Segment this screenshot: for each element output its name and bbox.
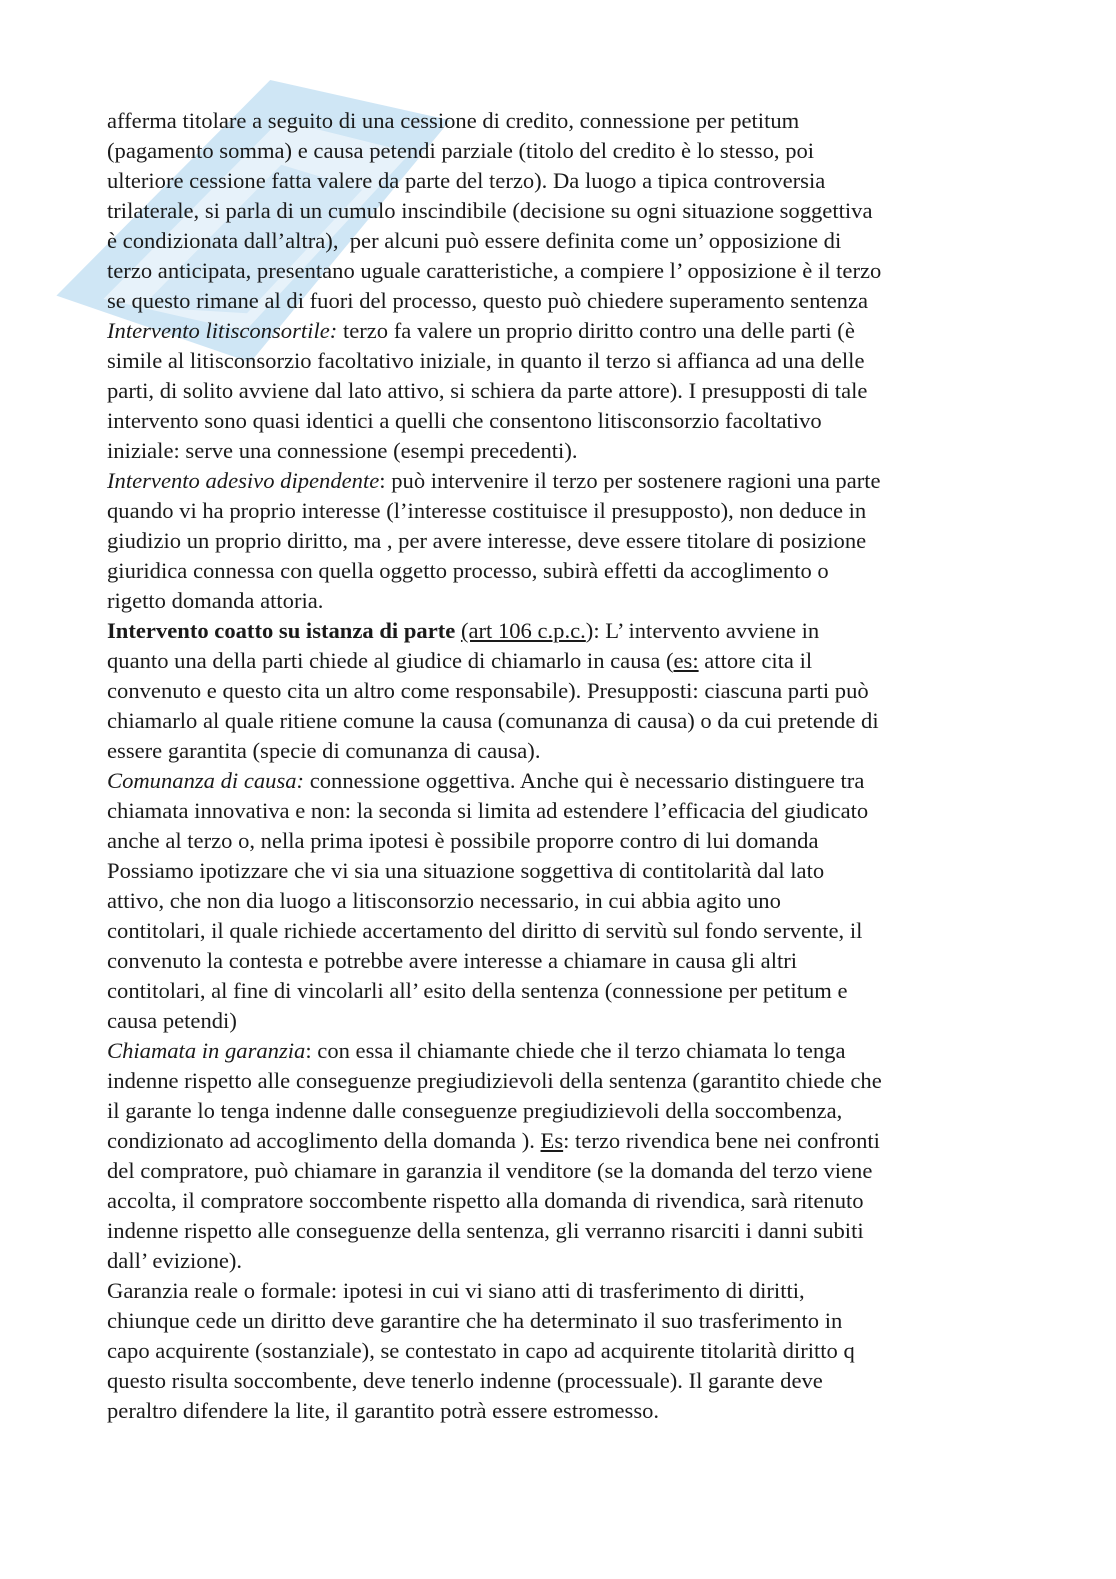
text-segment: il garante lo tenga indenne dalle conseguenze pregiudizievoli della soccombenza,: [107, 1098, 843, 1123]
text-line: [107, 1126, 1007, 1156]
text-line: [107, 406, 1007, 436]
text-line: [107, 916, 1007, 946]
text-segment: quando vi ha proprio interesse (l’interesse costituisce il presupposto), non deduce in: [107, 498, 867, 523]
text-line: [107, 946, 1007, 976]
text-segment: Possiamo ipotizzare che vi sia una situazione soggettiva di contitolarità dal lato: [107, 858, 825, 883]
text-line: [107, 1306, 1007, 1336]
text-line: [107, 706, 1007, 736]
underlined-text: es:: [673, 648, 699, 673]
text-segment: Garanzia reale o formale: ipotesi in cui vi siano atti di trasferimento di diritti,: [107, 1278, 805, 1303]
text-line: [107, 196, 1007, 226]
text-line: [107, 976, 1007, 1006]
text-line: [107, 1336, 1007, 1366]
text-segment: chiamata innovativa e non: la seconda si limita ad estendere l’efficacia del giudicato: [107, 798, 869, 823]
italic-term: Intervento litisconsortile:: [107, 318, 338, 343]
text-segment: intervento sono quasi identici a quelli che consentono litisconsorzio facoltativo: [107, 408, 822, 433]
text-line: [107, 436, 1007, 466]
text-line: [107, 886, 1007, 916]
text-segment: simile al litisconsorzio facoltativo iniziale, in quanto il terzo si affianca ad una delle: [107, 348, 865, 373]
text-line: [107, 1276, 1007, 1306]
text-segment: convenuto la contesta e potrebbe avere interesse a chiamare in causa gli altri: [107, 948, 798, 973]
text-line: [107, 346, 1007, 376]
text-line: [107, 616, 1007, 646]
text-segment: iniziale: serve una connessione (esempi precedenti).: [107, 438, 578, 463]
text-segment: attivo, che non dia luogo a litisconsorzio necessario, in cui abbia agito uno: [107, 888, 781, 913]
text-line: [107, 1186, 1007, 1216]
text-segment: se questo rimane al di fuori del processo, questo può chiedere superamento sentenza: [107, 288, 869, 313]
text-segment: indenne rispetto alle conseguenze della sentenza, gli verranno risarciti i danni subiti: [107, 1218, 864, 1243]
text-segment: parti, di solito avviene dal lato attivo, si schiera da parte attore). I presupposti di tale: [107, 378, 868, 403]
text-line: [107, 166, 1007, 196]
text-segment: peraltro difendere la lite, il garantito potrà essere estromesso.: [107, 1398, 660, 1423]
text-line: [107, 556, 1007, 586]
text-line: [107, 526, 1007, 556]
text-line: [107, 226, 1007, 256]
text-segment: è condizionata dall’altra), per alcuni può essere definita come un’ opposizione di: [107, 228, 842, 253]
bold-heading: Intervento coatto su istanza di parte: [107, 618, 456, 643]
text-segment: essere garantita (specie di comunanza di causa).: [107, 738, 541, 763]
text-segment: condizionato ad accoglimento della domanda ).: [107, 1128, 541, 1153]
text-segment: (pagamento somma) e causa petendi parziale (titolo del credito è lo stesso, poi: [107, 138, 815, 163]
text-line: [107, 796, 1007, 826]
underlined-text: (art 106 c.p.c.: [460, 618, 586, 643]
text-line: [107, 1036, 1007, 1066]
text-line: [107, 256, 1007, 286]
text-line: [107, 766, 1007, 796]
text-line: [107, 106, 1007, 136]
text-segment: giuridica connessa con quella oggetto processo, subirà effetti da accoglimento o: [107, 558, 829, 583]
text-line: [107, 136, 1007, 166]
text-line: [107, 316, 1007, 346]
italic-term: Intervento adesivo dipendente: [107, 468, 380, 493]
text-segment: contitolari, al fine di vincolarli all’ esito della sentenza (connessione per petitum e: [107, 978, 848, 1003]
text-line: [107, 1246, 1007, 1276]
text-segment: : può intervenire il terzo per sostenere ragioni una parte: [379, 468, 881, 493]
text-line: [107, 1396, 1007, 1426]
text-segment: trilaterale, si parla di un cumulo inscindibile (decisione su ogni situazione soggettiva: [107, 198, 873, 223]
text-segment: giudizio un proprio diritto, ma , per avere interesse, deve essere titolare di posizione: [107, 528, 867, 553]
text-line: [107, 826, 1007, 856]
text-line: [107, 496, 1007, 526]
text-segment: : con essa il chiamante chiede che il terzo chiamata lo tenga: [305, 1038, 846, 1063]
text-segment: accolta, il compratore soccombente rispetto alla domanda di rivendica, sarà ritenuto: [107, 1188, 864, 1213]
text-segment: ): L’ intervento avviene in: [585, 618, 820, 643]
text-segment: chiunque cede un diritto deve garantire che ha determinato il suo trasferimento in: [107, 1308, 843, 1333]
text-segment: ulteriore cessione fatta valere da parte del terzo). Da luogo a tipica controversia: [107, 168, 826, 193]
text-line: [107, 856, 1007, 886]
text-segment: terzo fa valere un proprio diritto contro una delle parti (è: [337, 318, 855, 343]
text-segment: causa petendi): [107, 1008, 237, 1033]
underlined-text: Es: [540, 1128, 564, 1153]
italic-term: Comunanza di causa:: [107, 768, 305, 793]
text-line: [107, 1156, 1007, 1186]
text-line: [107, 286, 1007, 316]
text-line: [107, 646, 1007, 676]
text-segment: contitolari, il quale richiede accertamento del diritto di servitù sul fondo servente, il: [107, 918, 863, 943]
text-segment: dall’ evizione).: [107, 1248, 243, 1273]
text-line: [107, 1066, 1007, 1096]
text-segment: convenuto e questo cita un altro come responsabile). Presupposti: ciascuna parti può: [107, 678, 869, 703]
document-body: [107, 106, 1007, 1426]
text-segment: anche al terzo o, nella prima ipotesi è possibile proporre contro di lui domanda: [107, 828, 819, 853]
text-segment: capo acquirente (sostanziale), se contestato in capo ad acquirente titolarità diritto q: [107, 1338, 855, 1363]
text-segment: attore cita il: [698, 648, 813, 673]
text-line: [107, 1216, 1007, 1246]
text-segment: chiamarlo al quale ritiene comune la causa (comunanza di causa) o da cui pretende di: [107, 708, 879, 733]
text-segment: questo risulta soccombente, deve tenerlo indenne (processuale). Il garante deve: [107, 1368, 823, 1393]
text-segment: afferma titolare a seguito di una cessione di credito, connessione per petitum: [107, 108, 800, 133]
text-line: [107, 676, 1007, 706]
text-line: [107, 586, 1007, 616]
text-segment: terzo anticipata, presentano uguale caratteristiche, a compiere l’ opposizione è il terzo: [107, 258, 882, 283]
text-segment: quanto una della parti chiede al giudice di chiamarlo in causa (: [107, 648, 674, 673]
text-line: [107, 376, 1007, 406]
text-segment: rigetto domanda attoria.: [107, 588, 324, 613]
text-segment: indenne rispetto alle conseguenze pregiudizievoli della sentenza (garantito chiede che: [107, 1068, 882, 1093]
text-segment: : terzo rivendica bene nei confronti: [563, 1128, 880, 1153]
text-segment: del compratore, può chiamare in garanzia il venditore (se la domanda del terzo viene: [107, 1158, 873, 1183]
text-line: [107, 466, 1007, 496]
text-line: [107, 1366, 1007, 1396]
italic-term: Chiamata in garanzia: [107, 1038, 306, 1063]
text-line: [107, 1096, 1007, 1126]
text-line: [107, 736, 1007, 766]
text-line: [107, 1006, 1007, 1036]
text-segment: connessione oggettiva. Anche qui è necessario distinguere tra: [304, 768, 865, 793]
